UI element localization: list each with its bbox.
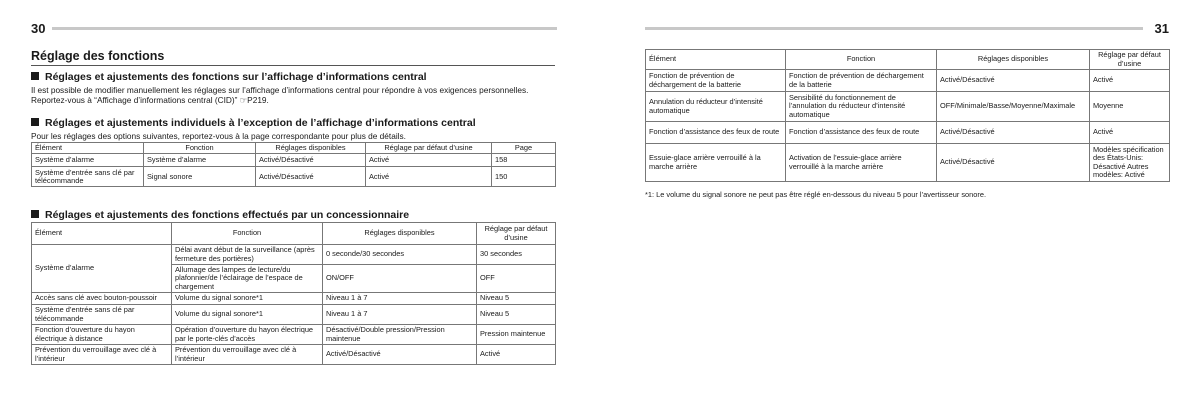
table-cell: Pression maintenue [477,325,556,345]
table-cell: Système d’entrée sans clé par télécommande [32,305,172,325]
column-header: Réglages disponibles [256,143,366,154]
section-heading-cid [31,71,427,83]
column-header: Élément [32,143,144,154]
column-header: Réglage par défaut d’usine [477,223,556,245]
table-row [32,293,556,305]
table-row [646,122,1170,144]
table-cell: Volume du signal sonore*1 [172,293,323,305]
column-header: Élément [32,223,172,245]
table-cell: Annulation du réducteur d’intensité automatique [646,92,786,122]
table-cell: Volume du signal sonore*1 [172,305,323,325]
table-cell: Niveau 5 [477,293,556,305]
table-cell: Activé/Désactivé [256,154,366,167]
column-header: Réglage par défaut d’usine [1090,50,1170,70]
section-heading-individual [31,117,476,129]
page-number-right: 31 [1154,21,1169,36]
header-rule-left [52,27,557,30]
table-cell: Fonction d’assistance des feux de route [646,122,786,144]
table-row [32,154,556,167]
table-cell: Allumage des lampes de lecture/du plafonnier/de l’éclairage de l’espace de chargement [172,265,323,293]
column-header: Réglages disponibles [323,223,477,245]
table-row [646,92,1170,122]
table-header-row [32,143,556,154]
table-cell: 30 secondes [477,245,556,265]
table-cell: Opération d’ouverture du hayon électrique par le porte-clés d’accès [172,325,323,345]
table-row [32,325,556,345]
table-cell: Moyenne [1090,92,1170,122]
table-cell: Activé/Désactivé [256,167,366,187]
individual-settings-table [31,142,556,187]
section-heading-text: Réglages et ajustements des fonctions sur l’affichage d’informations central [45,71,427,83]
table-cell: Délai avant début de la surveillance (après fermeture des portières) [172,245,323,265]
table-cell: Prévention du verrouillage avec clé à l’intérieur [172,345,323,365]
table-cell: Niveau 1 à 7 [323,305,477,325]
table-cell: ON/OFF [323,265,477,293]
section-cid-text-line: Il est possible de modifier manuellement les réglages sur l’affichage d’informations central pour répondre à vos exigences personnelles. [31,85,529,95]
dealer-settings-table [31,222,556,365]
table-header-row [32,223,556,245]
table-cell: Désactivé/Double pression/Pression maintenue [323,325,477,345]
table-row [646,144,1170,182]
table-row [32,167,556,187]
title-underline [31,65,555,66]
footnote: *1: Le volume du signal sonore ne peut pas être réglé en-dessous du niveau 5 pour l’avertisseur sonore. [645,190,987,199]
square-bullet-icon [31,72,39,80]
table-cell: Niveau 5 [477,305,556,325]
table-row [32,305,556,325]
right-page [600,0,1200,402]
settings-table-continued [645,49,1170,182]
table-cell: Accès sans clé avec bouton-poussoir [32,293,172,305]
table-cell: Fonction d’assistance des feux de route [786,122,937,144]
table-cell: Système d’alarme [32,245,172,293]
table-cell: Système d’alarme [32,154,144,167]
column-header: Réglages disponibles [937,50,1090,70]
table-row [32,245,556,265]
table-row [646,70,1170,92]
table-cell: 0 seconde/30 secondes [323,245,477,265]
table-cell: Activé/Désactivé [937,144,1090,182]
column-header: Réglage par défaut d’usine [366,143,492,154]
table-cell: Niveau 1 à 7 [323,293,477,305]
table-cell: Système d’entrée sans clé par télécommande [32,167,144,187]
table-cell: Fonction de prévention de déchargement de la batterie [646,70,786,92]
table-cell: Fonction de prévention de déchargement de la batterie [786,70,937,92]
page-number-left: 30 [31,21,46,36]
table-cell: OFF [477,265,556,293]
square-bullet-icon [31,210,39,218]
table-cell: Activé [1090,122,1170,144]
square-bullet-icon [31,118,39,126]
table-cell: Activé [366,167,492,187]
table-cell: Essuie-glace arrière verrouillé à la marche arrière [646,144,786,182]
column-header: Fonction [786,50,937,70]
column-header: Fonction [144,143,256,154]
table-cell: Fonction d’ouverture du hayon électrique à distance [32,325,172,345]
table-cell: Activé [477,345,556,365]
section-heading-dealer [31,209,409,221]
table-cell: Signal sonore [144,167,256,187]
column-header: Fonction [172,223,323,245]
column-header: Page [492,143,556,154]
table-cell: Activé/Désactivé [937,70,1090,92]
header-rule-right [645,27,1143,30]
table-cell: Activé/Désactivé [937,122,1090,144]
section-cid-text-line: Reportez-vous à “Affichage d’informations central (CID)” ☞P219. [31,95,269,105]
table-cell: Système d’alarme [144,154,256,167]
table-cell: Activé [366,154,492,167]
section-heading-text: Réglages et ajustements des fonctions effectués par un concessionnaire [45,209,410,221]
table-cell: Prévention du verrouillage avec clé à l’intérieur [32,345,172,365]
page-title: Réglage des fonctions [31,49,165,63]
table-cell: 158 [492,154,556,167]
section-heading-text: Réglages et ajustements individuels à l’exception de l’affichage d’informations central [45,117,476,129]
section-individual-text: Pour les réglages des options suivantes, reportez-vous à la page correspondante pour plus de détails. [31,131,406,141]
table-cell: 150 [492,167,556,187]
table-cell: OFF/Minimale/Basse/Moyenne/Maximale [937,92,1090,122]
table-row [32,345,556,365]
table-cell: Activé/Désactivé [323,345,477,365]
table-cell: Modèles spécification des États-Unis: Désactivé Autres modèles: Activé [1090,144,1170,182]
table-header-row [646,50,1170,70]
table-cell: Sensibilité du fonctionnement de l’annulation du réducteur d’intensité automatique [786,92,937,122]
table-cell: Activation de l’essuie-glace arrière verrouillé à la marche arrière [786,144,937,182]
table-cell: Activé [1090,70,1170,92]
section-cid-text [31,85,561,105]
column-header: Élément [646,50,786,70]
